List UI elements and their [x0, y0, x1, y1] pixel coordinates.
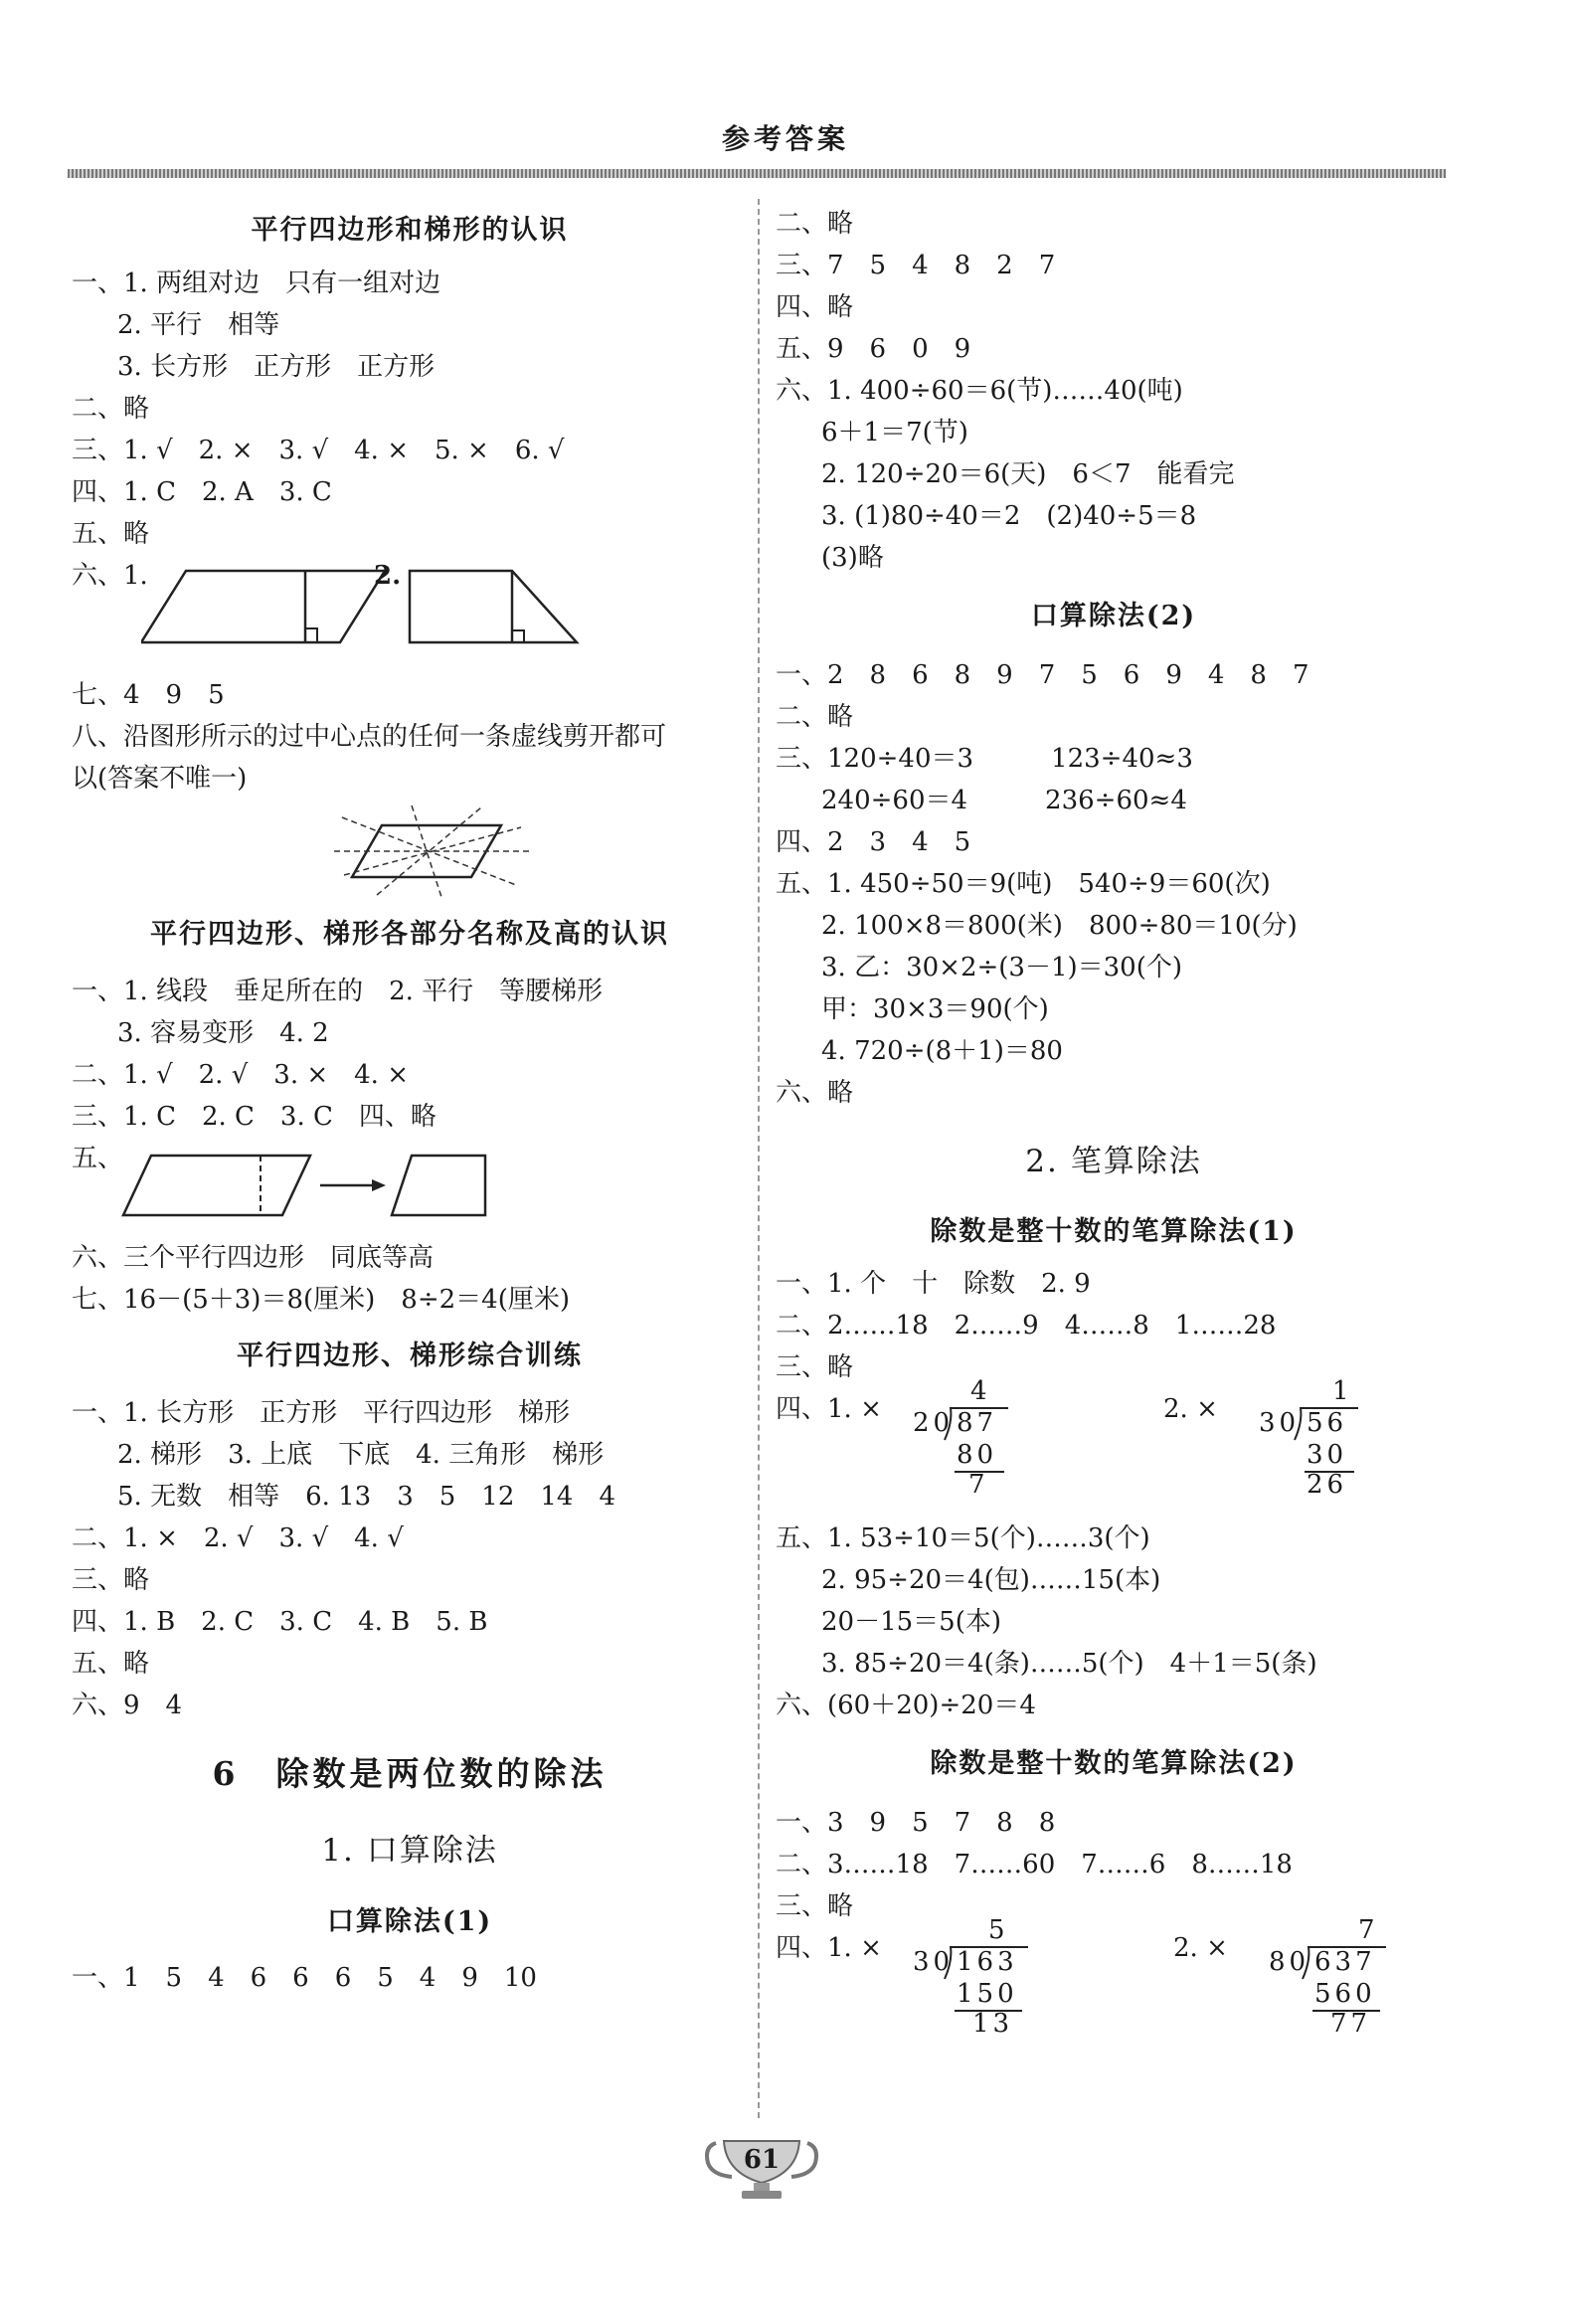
answer-line: 六、(60＋20)÷20＝4	[776, 1691, 1036, 1720]
section-title: 平行四边形、梯形各部分名称及高的认识	[150, 919, 669, 950]
divisor: 20	[913, 1408, 955, 1438]
answer-line: 六、1. 400÷60＝6(节)……40(吨)	[776, 376, 1183, 406]
long-division-637-by-80	[1269, 1915, 1388, 2056]
answer-line: 四、2 3 4 5	[776, 827, 971, 857]
answer-line: 三、7 5 4 8 2 7	[776, 251, 1056, 280]
dividend: 163	[957, 1947, 1018, 1977]
divisor: 30	[1259, 1408, 1301, 1438]
remainder: 7	[968, 1470, 989, 1500]
answer-line: 2. 100×8＝800(米) 800÷80＝10(分)	[821, 911, 1298, 941]
answer-line: 七、4 9 5	[72, 680, 225, 710]
subchapter-title: 2. 笔算除法	[1025, 1144, 1202, 1179]
answer-line: 3. (1)80÷40＝2 (2)40÷5＝8	[821, 501, 1197, 531]
answer-line: 20－15＝5(本)	[821, 1607, 1001, 1637]
dividend: 637	[1314, 1947, 1376, 1977]
answer-line: 2. 95÷20＝4(包)……15(本)	[821, 1565, 1161, 1595]
remainder: 13	[972, 2009, 1014, 2039]
quotient: 5	[988, 1915, 1009, 1945]
answer-line: 6＋1＝7(节)	[821, 418, 968, 447]
answer-line: (3)略	[821, 543, 884, 573]
answer-line: 2.	[374, 561, 402, 591]
section-title: 除数是整十数的笔算除法(1)	[930, 1216, 1298, 1247]
section-title: 口算除法(2)	[1030, 601, 1197, 631]
answer-line: 二、略	[776, 209, 854, 239]
answer-line: 二、2……18 2……9 4……8 1……28	[776, 1311, 1277, 1341]
answer-line: 六、略	[776, 1078, 854, 1108]
trapezoid-height-figure	[408, 565, 607, 654]
answer-line: 七、16－(5＋3)＝8(厘米) 8÷2＝4(厘米)	[72, 1285, 570, 1315]
division-bracket	[943, 1945, 1032, 2029]
answer-line: 3. 乙：30×2÷(3－1)＝30(个)	[821, 953, 1183, 983]
left-column	[72, 199, 748, 1999]
answer-line: 2. ×	[1163, 1394, 1218, 1424]
right-column	[776, 203, 1452, 2056]
long-division-row	[776, 1376, 1452, 1518]
answer-line: 二、3……18 7……60 7……6 8……18	[776, 1850, 1293, 1879]
answer-line: 六、1.	[72, 561, 148, 591]
answer-line: 甲：30×3＝90(个)	[821, 994, 1049, 1024]
dividend: 56	[1307, 1408, 1348, 1438]
answer-line: 五、略	[72, 519, 150, 549]
answer-line: 五、1. 450÷50＝9(吨) 540÷9＝60(次)	[776, 869, 1271, 899]
answer-line: 一、1. 个 十 除数 2. 9	[776, 1269, 1091, 1299]
answer-line: 二、1. × 2. √ 3. √ 4. √	[72, 1523, 404, 1553]
page-header: 参考答案	[721, 122, 849, 155]
partial-product: 80	[957, 1440, 998, 1470]
answer-line: 五、1. 53÷10＝5(个)……3(个)	[776, 1523, 1150, 1553]
divisor: 30	[913, 1947, 955, 1977]
section-title: 平行四边形、梯形综合训练	[237, 1341, 583, 1371]
long-division-56-by-30	[1259, 1376, 1358, 1518]
remainder: 26	[1307, 1470, 1348, 1500]
dividend: 87	[957, 1408, 998, 1438]
page-number-badge	[702, 2133, 821, 2203]
long-division-87-by-20	[913, 1376, 1012, 1518]
answer-line: 六、三个平行四边形 同底等高	[72, 1243, 435, 1273]
answer-line: 以(答案不唯一)	[72, 764, 248, 794]
answer-line: 二、略	[776, 702, 854, 732]
chapter-title: 6 除数是两位数的除法	[212, 1754, 608, 1793]
answer-line: 三、1. C 2. C 3. C 四、略	[72, 1102, 436, 1132]
answer-line: 3. 容易变形 4. 2	[117, 1018, 329, 1048]
answer-line: 一、1 5 4 6 6 6 5 4 9 10	[72, 1963, 537, 1993]
answer-line: 四、1. ×	[776, 1394, 882, 1424]
answer-line: 八、沿图形所示的过中心点的任何一条虚线剪开都可	[72, 722, 667, 752]
answer-line: 三、1. √ 2. × 3. √ 4. × 5. × 6. √	[72, 436, 565, 465]
answer-line: 一、1. 长方形 正方形 平行四边形 梯形	[72, 1398, 571, 1428]
parallelogram-height-figure	[141, 565, 400, 654]
page-number: 61	[743, 2145, 781, 2175]
section-title: 口算除法(1)	[326, 1906, 493, 1937]
answer-line: 2. 梯形 3. 上底 下底 4. 三角形 梯形	[117, 1440, 605, 1470]
quotient: 1	[1332, 1376, 1353, 1406]
answer-line: 六、9 4	[72, 1691, 183, 1720]
divisor: 80	[1269, 1947, 1310, 1977]
partial-product: 560	[1314, 1979, 1376, 2009]
answer-line: 一、1. 线段 垂足所在的 2. 平行 等腰梯形	[72, 977, 604, 1006]
quotient: 4	[970, 1376, 991, 1406]
answer-line: 五、9 6 0 9	[776, 334, 971, 364]
figure-row-parallelogram-trapezoid	[72, 555, 748, 674]
partial-product: 150	[957, 1979, 1018, 2009]
answer-line: 一、1. 两组对边 只有一组对边	[72, 268, 441, 298]
answer-line: 三、略	[776, 1352, 854, 1382]
parallelogram-cut-lines-figure	[332, 804, 531, 899]
division-bracket	[1293, 1406, 1362, 1490]
answer-line: 2. 120÷20＝6(天) 6＜7 能看完	[821, 459, 1235, 489]
answer-line: 3. 长方形 正方形 正方形	[117, 352, 436, 382]
answer-line: 四、略	[776, 292, 854, 322]
answer-line: 四、1. ×	[776, 1933, 882, 1963]
answer-line: 3. 85÷20＝4(条)……5(个) 4＋1＝5(条)	[821, 1649, 1317, 1679]
column-divider	[758, 199, 760, 2118]
remainder: 77	[1330, 2009, 1372, 2039]
long-division-163-by-30	[913, 1915, 1032, 2056]
division-bracket	[1301, 1945, 1390, 2029]
answer-line: 4. 720÷(8＋1)＝80	[821, 1036, 1063, 1066]
answer-line: 240÷60＝4 236÷60≈4	[821, 786, 1187, 815]
answer-line: 二、略	[72, 394, 150, 424]
answer-line: 五、	[72, 1144, 124, 1173]
answer-line: 五、略	[72, 1649, 150, 1679]
answer-line: 三、略	[72, 1565, 150, 1595]
cut-lines-figure-row	[72, 800, 748, 899]
answer-line: 三、略	[776, 1891, 854, 1921]
section-title: 除数是整十数的笔算除法(2)	[930, 1748, 1298, 1779]
answer-line: 一、3 9 5 7 8 8	[776, 1808, 1056, 1838]
parallelogram-to-trapezoid-figure	[111, 1150, 489, 1229]
figure-row-transform	[72, 1138, 748, 1237]
answer-line: 一、2 8 6 8 9 7 5 6 9 4 8 7	[776, 660, 1309, 690]
header-rule	[68, 169, 1446, 178]
answer-line: 四、1. B 2. C 3. C 4. B 5. B	[72, 1607, 488, 1637]
partial-product: 30	[1307, 1440, 1348, 1470]
section-title: 平行四边形和梯形的认识	[251, 215, 569, 246]
quotient: 7	[1358, 1915, 1379, 1945]
answer-line: 二、1. √ 2. √ 3. × 4. ×	[72, 1060, 409, 1090]
answer-line: 四、1. C 2. A 3. C	[72, 477, 332, 507]
division-bracket	[943, 1406, 1012, 1490]
answer-line: 2. ×	[1173, 1933, 1228, 1963]
long-division-row	[776, 1915, 1452, 2056]
answer-line: 2. 平行 相等	[117, 310, 280, 340]
answer-line: 三、120÷40＝3 123÷40≈3	[776, 744, 1193, 774]
subchapter-title: 1. 口算除法	[321, 1833, 498, 1869]
answer-line: 5. 无数 相等 6. 13 3 5 12 14 4	[117, 1482, 616, 1512]
